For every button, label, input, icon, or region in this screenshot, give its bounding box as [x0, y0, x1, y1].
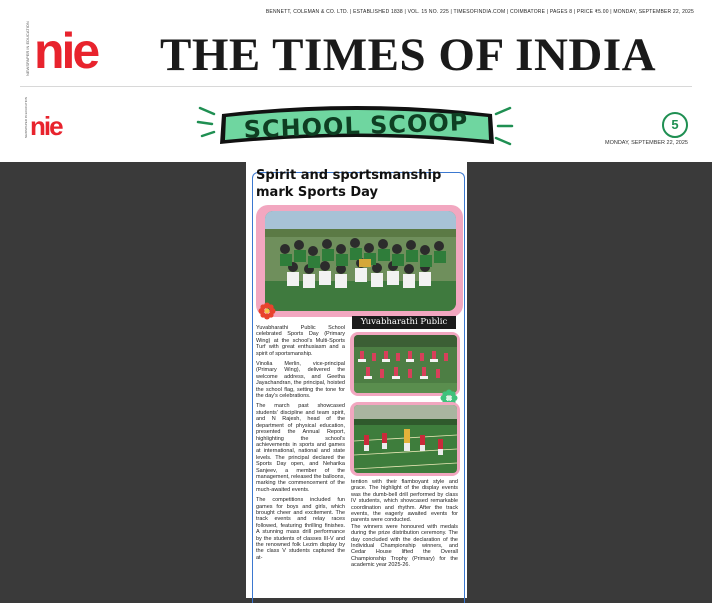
- group-photo: [265, 211, 456, 311]
- school-banner: Yuvabharathi Public: [352, 316, 456, 329]
- section-date: MONDAY, SEPTEMBER 22, 2025: [605, 140, 688, 146]
- track-event-image: [354, 405, 457, 473]
- track-event-photo: [354, 405, 457, 473]
- article-paragraph: Vinolia Merlin, vice-principal (Primary Wing), delivered the welcome address, and Geetha Jayachandran, the principal, hoisted the school flag, setting the tone for the day's celebrations.: [256, 361, 345, 400]
- mass-drill-photo: [354, 335, 457, 393]
- article-headline: Spirit and sportsmanship mark Sports Day: [256, 168, 442, 200]
- nie-tagline: NEWSPAPER IN EDUCATION: [25, 21, 30, 76]
- divider: [20, 86, 692, 87]
- students-group-image: [265, 211, 456, 311]
- newspaper-name: THE TIMES OF INDIA: [160, 29, 657, 81]
- section-nie-tagline: NEWSPAPER IN EDUCATION: [24, 96, 28, 138]
- section-title: SCHOOL SCOOP: [243, 108, 469, 144]
- nie-logo: nie: [34, 23, 98, 79]
- publisher-line: BENNETT, COLEMAN & CO. LTD. | ESTABLISHED 1838 | VOL. 15 NO. 225 | TIMESOFINDIA.COM | COIMBATORE | PAGES 8 | PRICE ₹5.00 | MONDAY, SEPTEMBER 22, 2025: [265, 9, 694, 15]
- section-nie-logo: nie: [30, 111, 62, 141]
- article-paragraph: tention with their flamboyant style and grace. The highlight of the display events was the dumb-bell drill performed by class IV students, which showcased remarkable coordination and rhythm. After the track events, the eagerly awaited events for parents were conducted.: [351, 479, 458, 524]
- page-number: 5: [662, 112, 688, 138]
- article-paragraph: The winners were honoured with medals during the prize distribution ceremony. The day concluded with the declaration of the Individual Championship winners, and Cedar House lifted the Overall Championship Trophy (Primary) for the academic year 2025-26.: [351, 523, 458, 569]
- article-column-1: [256, 325, 345, 565]
- article-paragraph: Yuvabharathi Public School celebrated Sports Day (Primary Wing) at the school's Multi-Sports Turf with great enthusiasm and a spirit of sportsmanship.: [256, 325, 345, 357]
- article-paragraph: The march past showcased students' discipline and team spirit, and N Rajesh, head of the department of physical education, presented the Annual Report, highlighting the school's achievements in sports and games at international, national and state levels. The principal declared the Sports Day open, and Neharika Sanjeev, a member of the management, released the balloons, marking the commencement of the much-awaited events.: [256, 403, 345, 493]
- article-paragraph: The competitions included fun games for boys and girls, which brought cheer and excitement. The track events and relay races followed, featuring thrilling finishes. A stunning mass drill performance by the students of classes III-V and the renowned folk Lezim display by the class V students captured the at-: [256, 497, 345, 561]
- flower-icon: [258, 302, 276, 320]
- school-scoop-logo: [196, 100, 516, 158]
- mass-drill-image: [354, 335, 457, 393]
- article-column-2: [351, 479, 458, 569]
